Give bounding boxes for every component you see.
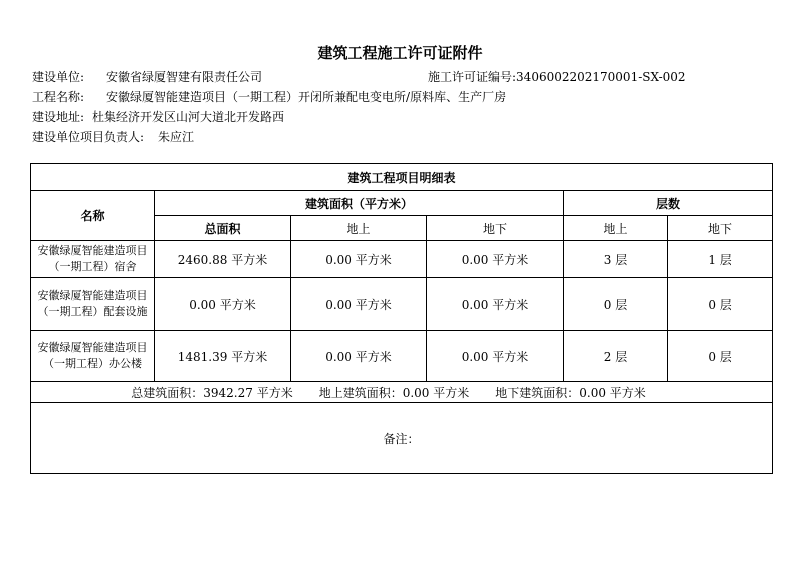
row-floors-below: 1 层: [668, 241, 773, 278]
document-title: 建筑工程施工许可证附件: [317, 44, 483, 62]
project-name-line: [32, 88, 506, 105]
row-total-area: 1481.39 平方米: [155, 331, 291, 382]
column-header-floor-group: 层数: [564, 191, 773, 216]
row-name: 安徽绿厦智能建造项目（一期工程）宿舍: [31, 241, 155, 278]
row-below-area: 0.00 平方米: [427, 241, 564, 278]
project-name-value: 安徽绿厦智能建造项目（一期工程）开闭所兼配电变电所/原料库、生产厂房: [106, 90, 507, 104]
row-above-area: 0.00 平方米: [291, 278, 427, 331]
row-name: 安徽绿厦智能建造项目（一期工程）配套设施: [31, 278, 155, 331]
column-header-floors-above: 地上: [564, 216, 668, 241]
construction-unit-line: [32, 68, 262, 85]
table-row: [31, 331, 773, 382]
row-below-area: 0.00 平方米: [427, 331, 564, 382]
project-leader-value: 朱应江: [158, 130, 195, 144]
column-header-name: 名称: [31, 191, 155, 241]
column-header-above-area: 地上: [291, 216, 427, 241]
row-above-area: 0.00 平方米: [291, 331, 427, 382]
row-floors-above: 2 层: [564, 331, 668, 382]
row-floors-above: 3 层: [564, 241, 668, 278]
summary-row: [31, 382, 773, 403]
construction-address-label: 建设地址:: [32, 110, 85, 124]
construction-unit-label: 建设单位:: [32, 70, 85, 84]
table-row: [31, 241, 773, 278]
summary-above-area: 地上建筑面积：0.00 平方米: [318, 385, 470, 400]
project-leader-label: 建设单位项目负责人:: [32, 130, 145, 144]
row-floors-above: 0 层: [564, 278, 668, 331]
row-total-area: 2460.88 平方米: [155, 241, 291, 278]
construction-address-line: [32, 108, 284, 125]
table-caption: 建筑工程项目明细表: [31, 164, 773, 191]
row-floors-below: 0 层: [668, 278, 773, 331]
permit-number-value: 3406002202170001-SX-002: [516, 70, 686, 84]
column-header-floors-below: 地下: [668, 216, 773, 241]
row-floors-below: 0 层: [668, 331, 773, 382]
column-header-area-group: 建筑面积（平方米）: [155, 191, 564, 216]
table-row: [31, 278, 773, 331]
row-above-area: 0.00 平方米: [291, 241, 427, 278]
column-header-below-area: 地下: [427, 216, 564, 241]
row-name: 安徽绿厦智能建造项目（一期工程）办公楼: [31, 331, 155, 382]
row-total-area: 0.00 平方米: [155, 278, 291, 331]
project-leader-line: [32, 128, 194, 145]
permit-number-label: 施工许可证编号:: [428, 70, 517, 84]
project-detail-table: [30, 163, 773, 474]
construction-address-value: 杜集经济开发区山河大道北开发路西: [92, 110, 285, 124]
summary-below-area: 地下建筑面积：0.00 平方米: [495, 385, 646, 400]
notes-cell: [31, 403, 773, 474]
summary-total-area: 总建筑面积：3942.27 平方米: [131, 385, 293, 400]
construction-unit-value: 安徽省绿厦智建有限责任公司: [106, 70, 263, 84]
notes-label: 备注：: [383, 431, 420, 446]
permit-number-line: [428, 68, 686, 85]
row-below-area: 0.00 平方米: [427, 278, 564, 331]
project-name-label: 工程名称:: [32, 90, 85, 104]
column-header-total-area: 总面积: [155, 216, 291, 241]
